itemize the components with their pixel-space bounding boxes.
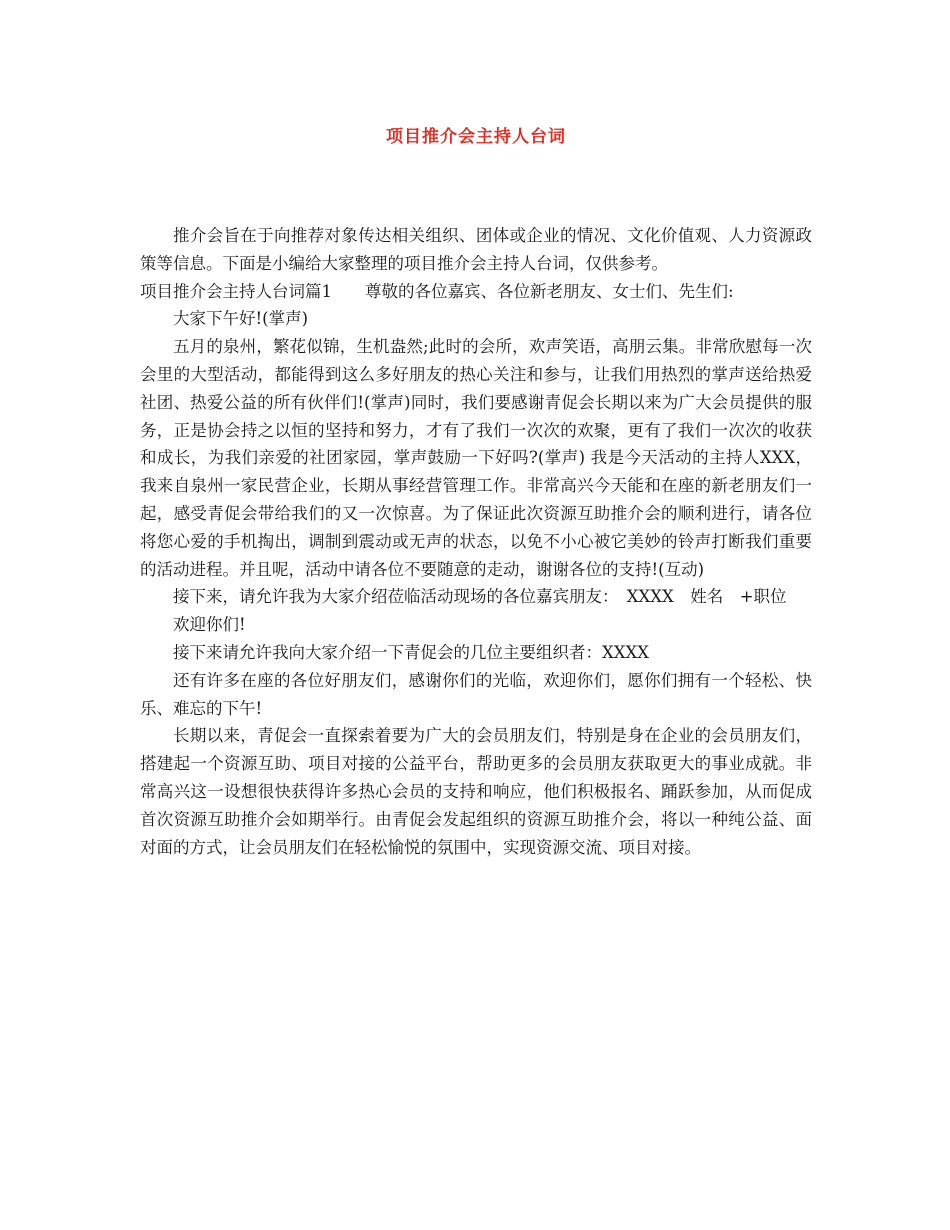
welcome-paragraph: 欢迎你们! — [173, 615, 246, 635]
background-paragraph: 长期以来，青促会一直探索着要为广大的会员朋友们，特别是身在企业的会员朋友们，搭建起一个资源互助、项目对接的公益平台，帮助更多的会员朋友获取更大的事业成就。非常高兴这一设想很快获得许多热心会员的支持和响应，他们积极报名、踊跃参加，从而促成首次资源互助推介会如期举行。由青促会发起组织的资源互助推介会，将以一种纯公益、面对面的方式，让会员朋友们在轻松愉悦的氛围中，实现资源交流、项目对接。 — [140, 726, 812, 857]
document-body — [140, 222, 812, 861]
section-heading-paragraph: 项目推介会主持人台词篇1 尊敬的各位嘉宾、各位新老朋友、女士们、先生们: — [140, 281, 734, 301]
document-title: 项目推介会主持人台词 — [386, 127, 566, 147]
intro-paragraph: 推介会旨在于向推荐对象传达相关组织、团体或企业的情况、文化价值观、人力资源政策等信息。下面是小编给大家整理的项目推介会主持人台词，仅供参考。 — [140, 226, 812, 273]
organizer-intro-paragraph: 接下来请允许我向大家介绍一下青促会的几位主要组织者：XXXX — [173, 642, 649, 662]
opening-paragraph: 五月的泉州，繁花似锦，生机盎然;此时的会所，欢声笑语，高朋云集。非常欣慰每一次会里的大型活动，都能得到这么多好朋友的热心关注和参与，让我们用热烈的掌声送给热爱社团、热爱公益的所有伙伴们!(掌声)同时，我们要感谢青促会长期以来为广大会员提供的服务，正是协会持之以恒的坚持和努力，才有了我们一次次的欢聚，更有了我们一次次的收获和成长，为我们亲爱的社团家园，掌声鼓励一下好吗?(掌声) 我是今天活动的主持人XXX，我来自泉州一家民营企业，长期从事经营管理工作。非常高兴今天能和在座的新老朋友们一起，感受青促会带给我们的又一次惊喜。为了保证此次资源互助推介会的顺利进行，请各位将您心爱的手机掏出，调制到震动或无声的状态，以免不小心被它美妙的铃声打断我们重要的活动进程。并且呢，活动中请各位不要随意的走动，谢谢各位的支持!(互动) — [140, 337, 812, 579]
greeting-paragraph: 大家下午好!(掌声) — [173, 309, 309, 329]
guest-intro-paragraph: 接下来，请允许我为大家介绍莅临活动现场的各位嘉宾朋友： XXXX 姓名 +职位 — [173, 587, 787, 607]
thanks-paragraph: 还有许多在座的各位好朋友们，感谢你们的光临，欢迎你们，愿你们拥有一个轻松、快乐、难忘的下午! — [140, 670, 812, 718]
